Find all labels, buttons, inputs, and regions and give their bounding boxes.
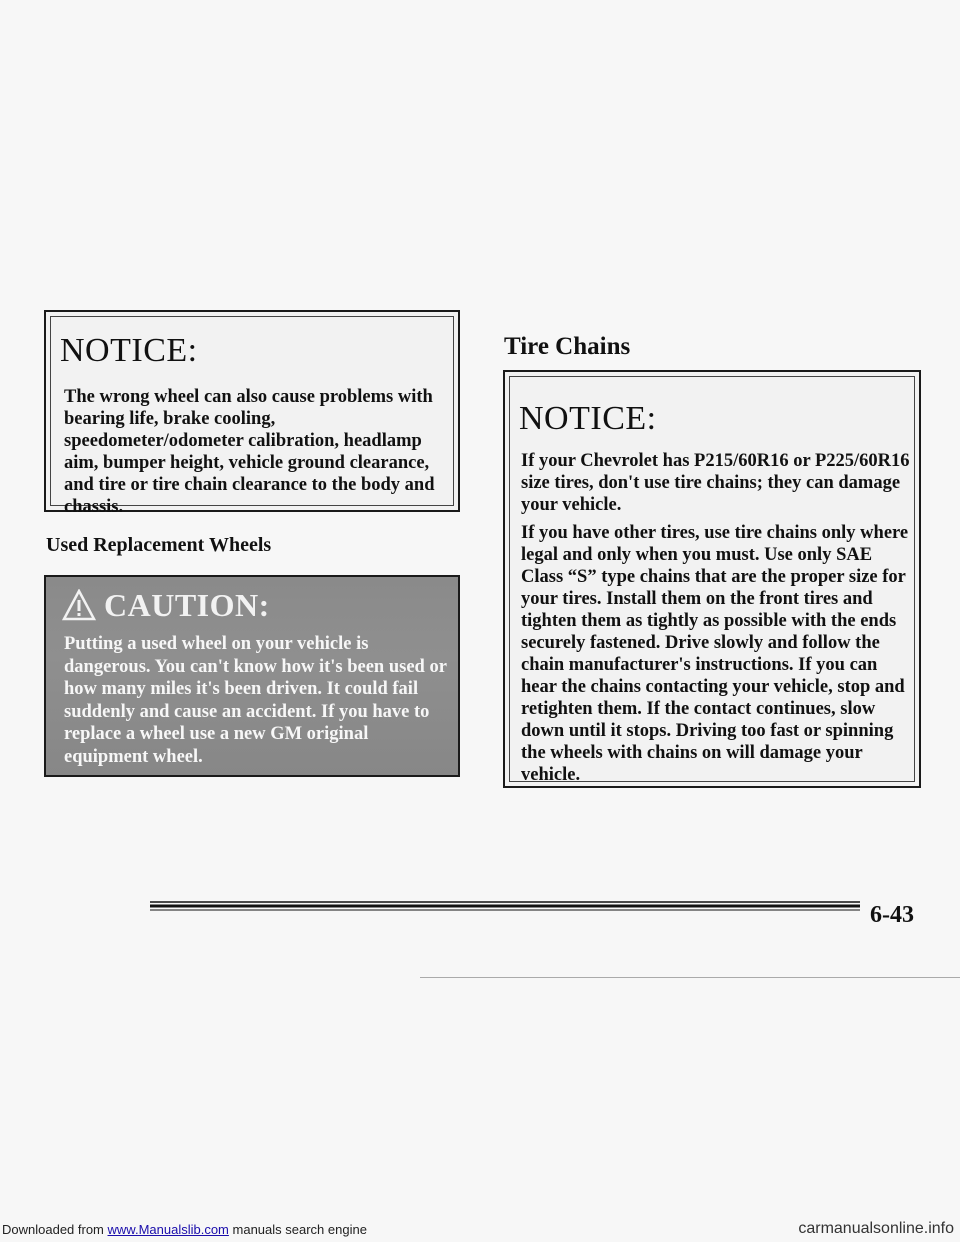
manualslib-link[interactable]: www.Manualslib.com bbox=[107, 1222, 229, 1237]
watermark-text: carmanualsonline.info bbox=[798, 1220, 954, 1237]
notice-text bbox=[64, 386, 450, 524]
warning-triangle-icon bbox=[62, 589, 96, 621]
tire-chains-heading: Tire Chains bbox=[504, 333, 631, 360]
caution-title: CAUTION: bbox=[104, 587, 270, 623]
notice-text bbox=[521, 450, 913, 792]
notice-box-tire-chains bbox=[503, 370, 921, 788]
caution-paragraph: Putting a used wheel on your vehicle is dangerous. You can't know how it's been used or how many miles it's been driven. It could fail suddenly and cause an accident. If you have to replace a wheel use a new GM original equipment wheel. bbox=[64, 634, 447, 767]
footer-rule-lines bbox=[150, 896, 925, 916]
caution-text bbox=[64, 633, 456, 774]
download-footer bbox=[0, 1218, 960, 1242]
notice-paragraph: The wrong wheel can also cause problems with bearing life, brake cooling, speedometer/odometer calibration, headlamp aim, bumper height, vehicle ground clearance, and tire or tire chain clearance to the body and chassis. bbox=[64, 387, 435, 517]
download-credit bbox=[2, 1222, 367, 1237]
notice-title: NOTICE: bbox=[60, 332, 198, 369]
downloaded-from-text: Downloaded from bbox=[2, 1222, 104, 1237]
notice-box-wrong-wheel bbox=[44, 310, 460, 517]
caution-box-used-wheel bbox=[44, 575, 460, 777]
search-engine-text: manuals search engine bbox=[232, 1222, 367, 1237]
page-number: 6-43 bbox=[870, 902, 914, 928]
notice-paragraph-2: If you have other tires, use tire chains only where legal and only when you must. Use only SAE Class “S” type chains that are the proper size for your tires. Install them on the front tires and tighten them as tightly as possible with the ends securely fastened. Drive slowly and follow the chain manufacturer's instructions. If you can hear the chains contacting your vehicle, stop and retighten them. If the contact continues, slow down until it stops. Driving too fast or spinning the wheels with chains on will damage your vehicle. bbox=[521, 523, 909, 785]
used-replacement-wheels-heading: Used Replacement Wheels bbox=[46, 534, 272, 556]
bottom-rule bbox=[420, 977, 960, 978]
notice-title: NOTICE: bbox=[519, 400, 657, 437]
notice-paragraph-1: If your Chevrolet has P215/60R16 or P225/60R16 size tires, don't use tire chains; they can damage your vehicle. bbox=[521, 451, 910, 515]
